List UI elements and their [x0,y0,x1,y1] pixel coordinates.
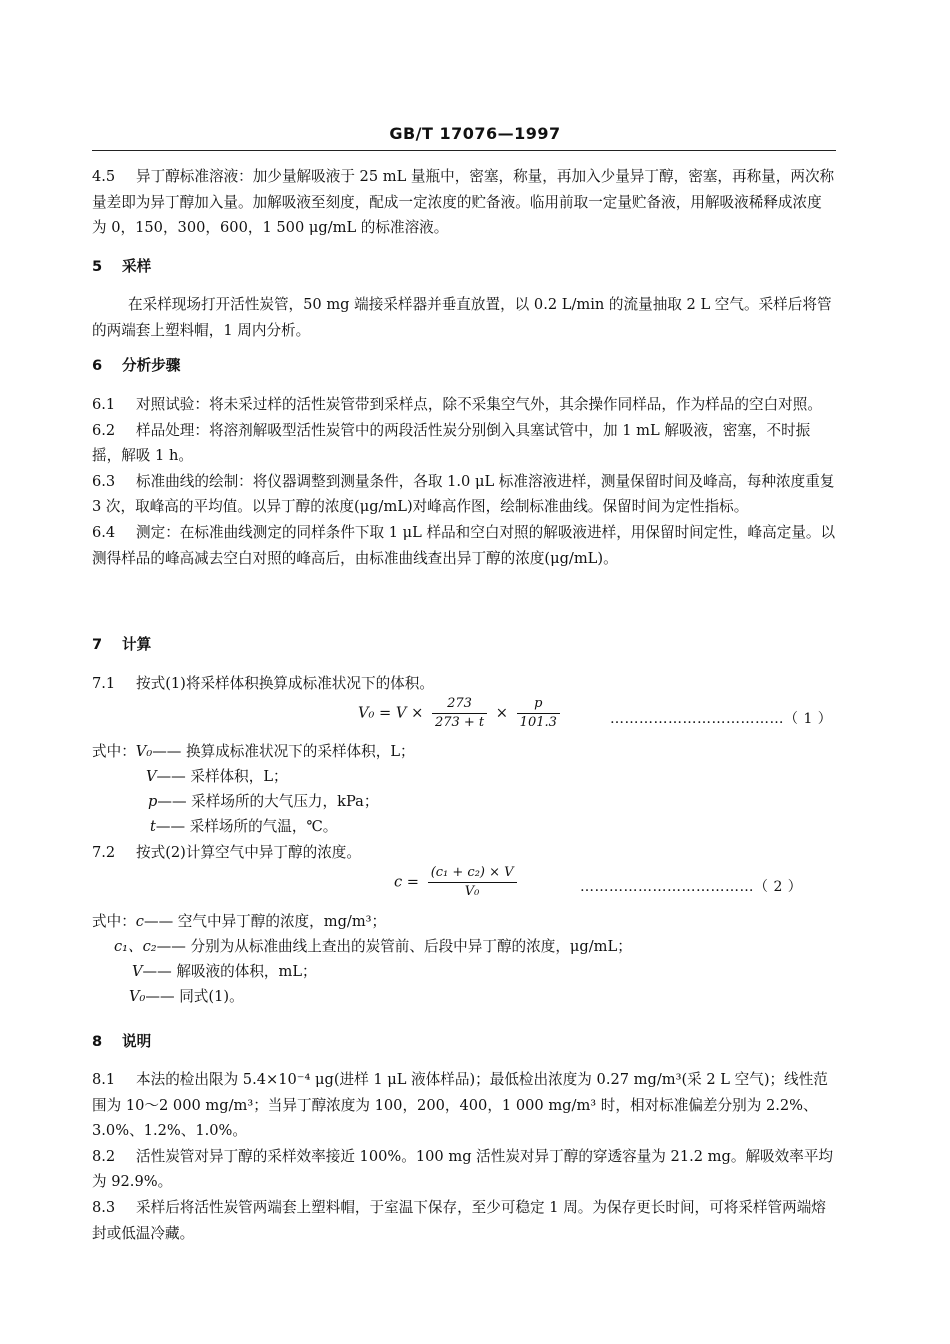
section-title: 说明 [122,1033,152,1050]
variable-symbol: t [150,818,156,835]
paragraph-6-3 [92,469,836,520]
paragraph-6-2 [92,418,836,469]
equation-number-1: ………………………………（ 1 ） [610,711,833,727]
clause-text: 按式(2)计算空气中异丁醇的浓度。 [136,844,361,861]
fraction-denominator: 273 + t [434,715,485,730]
fraction-numerator: 273 [432,695,487,714]
fraction-pressure [517,695,560,732]
clause-text: 异丁醇标准溶液：加少量解吸液于 25 mL 量瓶中，密塞，称量，再加入少量异丁醇，密塞，再称量，两次称量差即为异丁醇加入量。加解吸液至刻度，配成一定浓度的贮备液。临用前取一定量贮备液，用解吸液稀释成浓度为 0，150，300，600，1 500 μg/mL 的标准溶液。 [92,168,835,237]
paragraph-8-1 [92,1067,836,1144]
variable-description: —— 同式(1)。 [145,988,244,1005]
variable-row [92,740,415,764]
section-7-2 [92,840,836,866]
variable-row [92,910,386,934]
variable-description: —— 采样场所的大气压力，kPa； [157,793,379,810]
clause-number: 6.4 [92,523,116,541]
clause-text: 样品处理：将溶剂解吸型活性炭管中的两段活性炭分别倒入具塞试管中，加 1 mL 解吸液，密塞，不时振摇，解吸 1 h。 [92,421,811,465]
fraction-temperature [432,695,487,732]
where-label: 式中： [92,743,136,760]
clause-text: 测定：在标准曲线测定的同样条件下取 1 μL 样品和空白对照的解吸液进样，用保留时间定性，峰高定量。以测得样品的峰高减去空白对照的峰高后，由标准曲线查出异丁醇的浓度(μg/mL)。 [92,523,836,567]
clause-number: 8.1 [92,1071,116,1088]
variable-symbol: V₀ [129,988,146,1005]
times-sign: × [495,704,509,722]
fraction-concentration [428,864,517,901]
paragraph-4-5 [92,164,836,241]
section-title: 采样 [122,258,152,275]
variable-symbol: V [146,768,157,785]
section-7-1 [92,671,836,697]
fraction-numerator: p [517,695,560,714]
variable-row [146,765,288,789]
section-6-heading [92,353,836,379]
clause-number: 6.1 [92,396,116,413]
clause-number: 7.2 [92,844,116,861]
variable-row [132,960,317,984]
clause-number: 4.5 [92,168,116,185]
standard-number-header: GB/T 17076—1997 [389,124,561,143]
section-number: 6 [92,357,103,374]
clause-text: 对照试验：将未采过样的活性炭管带到采样点，除不采集空气外，其余操作同样品，作为样品的空白对照。 [136,396,822,413]
clause-number: 8.2 [92,1147,116,1165]
paragraph-8-2 [92,1144,836,1195]
variable-row [114,935,632,959]
formula-1 [358,695,564,732]
paragraph-8-3 [92,1195,836,1246]
clause-text: 标准曲线的绘制：将仪器调整到测量条件，各取 1.0 μL 标准溶液进样，测量保留时间及峰高，每种浓度重复 3 次，取峰高的平均值。以异丁醇的浓度(μg/mL)对峰高作图，绘制标准曲线。保留时间为定性指标。 [92,472,835,516]
equation-number-2: ………………………………（ 2 ） [580,879,803,895]
paragraph-5: 在采样现场打开活性炭管，50 mg 端接采样器并垂直放置，以 0.2 L/min 的流量抽取 2 L 空气。采样后将管的两端套上塑料帽，1 周内分析。 [92,296,832,339]
clause-number: 6.2 [92,421,116,439]
variable-description: —— 解吸液的体积，mL； [142,963,317,980]
section-8-body [92,1067,836,1246]
section-title: 分析步骤 [122,357,181,374]
paragraph-6-4 [92,520,836,571]
section-5-heading [92,254,836,280]
section-6-body [92,392,836,571]
section-5-body [92,292,836,343]
paragraph-7-1 [92,671,836,697]
variable-symbol: V₀ [135,743,153,760]
variable-symbol: V [132,963,143,980]
section-number: 8 [92,1033,103,1050]
section-number: 5 [92,258,103,275]
clause-text: 活性炭管对异丁醇的采样效率接近 100%。100 mg 活性炭对异丁醇的穿透容量为 21.2 mg。解吸效率平均为 92.9%。 [92,1147,834,1191]
clause-text: 按式(1)将采样体积换算成标准状况下的体积。 [136,675,434,692]
clause-text: 本法的检出限为 5.4×10⁻⁴ μg(进样 1 μL 液体样品)；最低检出浓度为 0.27 mg/m³(采 2 L 空气)；线性范围为 10～2 000 mg/m³；当异丁醇浓度为 100，200，400，1 000 mg/m³ 时，相对标准偏差分别为 2.2%、3.0%、1.2%、1.0%。 [92,1071,828,1140]
variable-description: —— 分别为从标准曲线上查出的炭管前、后段中异丁醇的浓度，μg/mL； [156,938,632,955]
variable-row [150,815,337,839]
variable-description: —— 采样场所的气温，℃。 [155,818,338,835]
formula-lhs: V₀ = V × [358,704,424,722]
variable-description: —— 换算成标准状况下的采样体积，L； [152,743,415,760]
header-rule [92,150,836,151]
variable-description: —— 空气中异丁醇的浓度，mg/m³； [143,913,387,930]
variable-row [129,985,244,1009]
fraction-numerator: (c₁ + c₂) × V [428,864,517,883]
section-7-heading [92,632,836,658]
clause-number: 6.3 [92,472,116,490]
formula-2 [394,864,521,901]
clause-text: 采样后将活性炭管两端套上塑料帽，于室温下保存，至少可稳定 1 周。为保存更长时间，可将采样管两端熔封或低温冷藏。 [92,1198,826,1242]
section-number: 7 [92,636,103,653]
fraction-denominator: 101.3 [519,715,557,730]
clause-number: 8.3 [92,1198,116,1216]
paragraph-7-2 [92,840,836,866]
paragraph-6-1 [92,392,836,418]
clause-number: 7.1 [92,675,116,692]
section-8-heading [92,1029,836,1055]
formula-lhs: c = [394,873,420,891]
variable-row [148,790,378,814]
variable-symbol: p [148,793,158,810]
section-4-5 [92,164,836,241]
section-title: 计算 [122,636,152,653]
variable-symbol: c [135,913,144,930]
variable-description: —— 采样体积，L； [156,768,288,785]
variable-symbol: c₁、c₂ [114,938,157,955]
where-label: 式中： [92,913,136,930]
fraction-denominator: V₀ [464,884,480,899]
